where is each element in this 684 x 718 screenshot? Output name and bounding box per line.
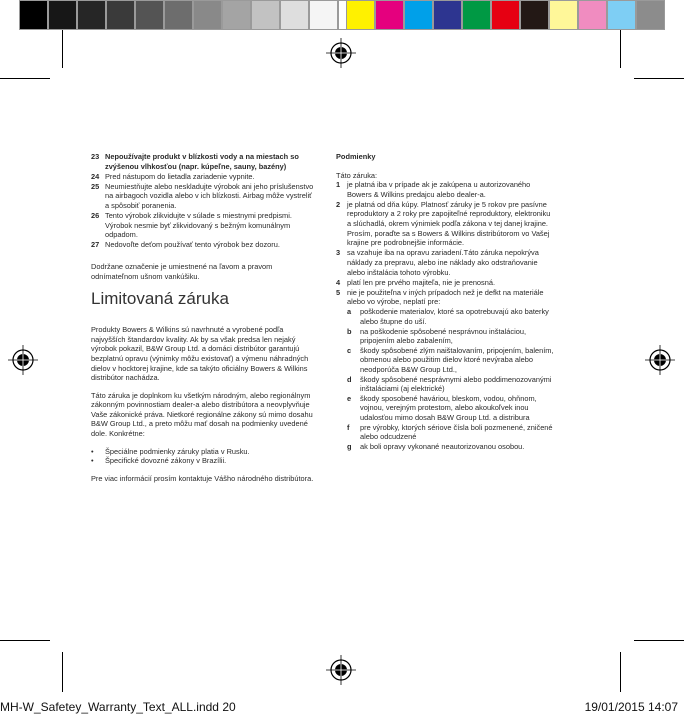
color-swatch (433, 0, 462, 30)
slug-filename: MH-W_Safetey_Warranty_Text_ALL.indd 20 (0, 700, 236, 714)
warranty-intro-paragraph: Produkty Bowers & Wilkins sú navrhnuté a vyrobené podľa najvyšších štandardov kvality. Ak by sa však predsa len nejaký výrobok pokazil, B&W Group Ltd. a domáci distribútor garantujú bezplatnú opravu (výnimky môžu existovať) a výmenu náhradných dielov v hocktorej krajine, kde sa takýto oficiálny Bowers & Wilkins distribútor nachádza. (91, 325, 309, 383)
item-number: 5 (336, 287, 341, 297)
process-color-bar (346, 0, 665, 32)
registration-mark (645, 345, 675, 375)
slug-datetime: 19/01/2015 14:07 (584, 700, 678, 714)
list-item (91, 211, 314, 240)
right-column (336, 152, 554, 451)
bullet-list (91, 447, 314, 466)
color-swatch (309, 0, 338, 30)
item-text: škody spôsobené nesprávnymi alebo poddimenozovanými inštaláciami (aj elektrické) (360, 374, 552, 394)
list-item (347, 442, 554, 452)
color-swatch (19, 0, 48, 30)
color-swatch (222, 0, 251, 30)
list-item (91, 172, 314, 182)
item-text: ak boli opravy vykonané neautorizovanou osobou. (360, 441, 525, 451)
color-swatch (462, 0, 491, 30)
item-text: Neumiestňujte alebo neskladujte výrobok ani jeho príslušenstvo na airbagoch vozidla alebo v ich blízkosti. Airbag môže vystreliť a spôsobiť poranenia. (105, 181, 314, 210)
item-text: je platná od dňa kúpy. Platnosť záruky je 5 rokov pre pasívne reproduktory a 2 roky pre zapojiteľné reproduktory, elektroniku a slúchadlá, okrem výnimiek podľa zákona v tej danej krajine. Prosím, poraďte sa s Bowers & Wilkins distribútorom vo Vašej krajine pre podrobnejšie informácie. (347, 199, 551, 248)
item-number: 2 (336, 199, 341, 209)
bullet-icon: • (91, 456, 94, 466)
list-item (91, 152, 314, 171)
color-swatch (520, 0, 549, 30)
crop-mark (620, 652, 621, 692)
crop-mark (620, 30, 621, 68)
list-item (91, 447, 314, 457)
registration-mark (8, 345, 38, 375)
color-swatch (375, 0, 404, 30)
legal-rights-paragraph: Táto záruka je doplnkom ku všetkým národným, alebo regionálnym zákonným povinnostiam dealer-a alebo distribútora a neovplyvňuje Vaše zákonické práva. Nietkoré regionálne zákony sú mimo dosahu B&W Group Ltd., a preto môžu mať dosah na podmienky uvedené dole. Konkrétne: (91, 390, 313, 439)
color-swatch (193, 0, 222, 30)
list-item (347, 346, 554, 375)
item-number: 27 (91, 240, 100, 250)
registration-mark (326, 655, 356, 685)
item-text: škody spôsobené zlým naištalovaním, pripojením, balením, obmenou alebo použitim dielov ktoré nevýraba alebo neodporúča B&W Group Ltd., (360, 345, 554, 374)
list-item (91, 240, 314, 250)
item-number: 24 (91, 171, 100, 181)
bullet-text: Špeciálne podmienky záruky platia v Rusku. (105, 446, 250, 456)
item-letter: a (347, 307, 352, 317)
exclusions-list (336, 307, 554, 451)
item-text: na poškodenie spôsobené nesprávnou inštaláciou, pripojením alebo zabalením, (360, 326, 527, 346)
color-swatch (135, 0, 164, 30)
item-number: 4 (336, 277, 341, 287)
color-swatch (48, 0, 77, 30)
color-swatch (251, 0, 280, 30)
left-column (91, 152, 314, 491)
color-swatch (346, 0, 375, 30)
crop-mark (634, 78, 684, 79)
item-text: pre výrobky, ktorých sériove čísla boli pozmenené, zničené alebo odcudzené (360, 422, 553, 442)
bullet-icon: • (91, 446, 94, 456)
item-text: Nedovoľte deťom používať tento výrobok bez dozoru. (105, 240, 280, 250)
section-title: Podmienky (336, 152, 376, 161)
item-letter: c (347, 345, 352, 355)
crop-mark (634, 640, 684, 641)
item-letter: g (347, 441, 352, 451)
crop-mark (0, 640, 50, 641)
registration-mark (326, 38, 356, 68)
list-item (336, 288, 554, 307)
list-item (347, 307, 554, 326)
item-text: nie je použiteľna v iných prípadoch než je defkt na materiále alebo vo výrobe, neplatí pre: (347, 287, 544, 307)
list-item (336, 278, 554, 288)
item-number: 3 (336, 248, 341, 258)
page-title: Limitovaná záruka (91, 289, 229, 309)
safety-list (91, 152, 314, 250)
list-item (336, 180, 554, 199)
crop-mark (62, 652, 63, 692)
list-item (347, 423, 554, 442)
item-text: poškodenie materialov, ktoré sa opotrebuvajú ako baterky alebo štupne do uší. (360, 307, 549, 326)
item-text: je platná iba v prípade ak je zakúpena u autorizovaného Bowers & Wilkins predajcu alebo dealer-a. (347, 180, 531, 199)
item-letter: d (347, 374, 352, 384)
color-swatch (106, 0, 135, 30)
color-swatch (607, 0, 636, 30)
item-number: 1 (336, 180, 341, 190)
item-text: Pred nástupom do lietadla zariadenie vypnite. (105, 171, 255, 181)
item-text: sa vzahuje iba na opravu zariadení.Táto záruka nepokrýva náklady za prepravu, alebo ine náklady ako odstraňovanie alebo inštalácia tohoto výrobku. (347, 248, 539, 277)
item-letter: f (347, 422, 350, 432)
list-item (347, 375, 554, 394)
item-text: škody sposobené haváriou, bleskom, vodou, ohňnom, vojnou, verejným protestom, alebo akoukoľvek inou udalosťou mimo dosah B&W Group Ltd. a distribura (360, 393, 537, 422)
item-text: Nepoužívajte produkt v blízkosti vody a na miestach so zvýšenou vlhkosťou (napr. kúpeľne, sauny, bazény) (105, 152, 299, 171)
color-swatch (280, 0, 309, 30)
color-swatch (491, 0, 520, 30)
item-number: 25 (91, 181, 100, 191)
item-number: 23 (91, 152, 100, 161)
color-swatch (636, 0, 665, 30)
item-text: platí len pre prvého majiteľa, nie je prenosná. (347, 277, 496, 287)
list-item (336, 248, 554, 277)
color-swatch (404, 0, 433, 30)
contact-paragraph: Pre viac informácií prosím kontaktuje Vášho národného distribútora. (91, 473, 314, 483)
list-item (336, 200, 554, 248)
list-item (347, 394, 554, 423)
grayscale-color-bar (19, 0, 367, 32)
color-swatch (578, 0, 607, 30)
list-item (91, 456, 314, 466)
item-text: Tento výrobok zlikvidujte v súlade s miestnymi predpismi. Výrobok nesmie byť zlikvidovaný s bežným komunálnym odpadom. (105, 211, 292, 240)
color-swatch (164, 0, 193, 30)
item-letter: b (347, 326, 352, 336)
earcup-marking-paragraph: Dodržane označenie je umiestnené na ľavom a pravom odnímateľnom ušnom vankúšiku. (91, 261, 273, 281)
conditions-list (336, 180, 554, 307)
intro-text: Táto záruka: (336, 170, 378, 180)
crop-mark (0, 78, 50, 79)
color-swatch (77, 0, 106, 30)
list-item (91, 182, 314, 211)
item-letter: e (347, 393, 352, 403)
list-item (347, 327, 554, 346)
color-swatch (549, 0, 578, 30)
bullet-text: Špecifické dovozné zákony v Brazílii. (105, 456, 227, 466)
crop-mark (62, 30, 63, 68)
item-number: 26 (91, 211, 100, 221)
